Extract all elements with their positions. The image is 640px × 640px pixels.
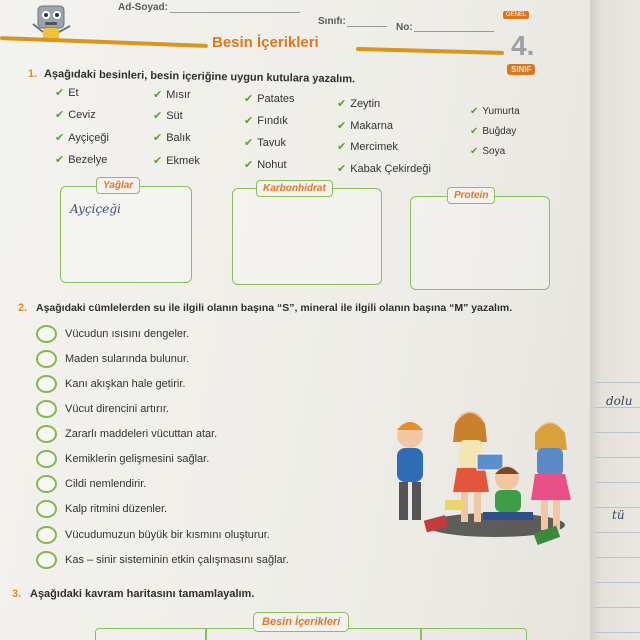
answer-circle[interactable] (36, 500, 57, 518)
sentence-row: Zararlı maddeleri vücuttan atar. (36, 425, 217, 443)
badge-sinif: SINIF (507, 64, 535, 75)
concept-map-title: Besin İçerikleri (253, 612, 349, 632)
class-label: Sınıfı: (318, 16, 346, 27)
check-icon: ✔ (153, 132, 163, 144)
class-line[interactable] (347, 26, 387, 27)
underlying-notebook-page (585, 0, 640, 640)
q3-number: 3. (12, 588, 22, 600)
q3-text: Aşağıdaki kavram haritasını tamamlayalım. (30, 588, 255, 600)
sentence-row: Vücudumuzun büyük bir kısmını oluşturur. (36, 526, 270, 544)
check-icon: ✔ (470, 126, 479, 137)
answer-circle[interactable] (36, 375, 57, 393)
sentence-row: Kalp ritmini düzenler. (36, 500, 167, 518)
handwriting-note-2: tü (612, 508, 625, 522)
box-title-protein: Protein (447, 187, 495, 204)
food-item: ✔ Nohut (244, 159, 287, 171)
food-item: ✔ Buğday (470, 126, 517, 137)
badge-top-label: GENEL (503, 11, 529, 19)
box-title-fats: Yağlar (96, 177, 140, 194)
title-rule-right (356, 47, 504, 55)
check-icon: ✔ (244, 137, 254, 149)
check-icon: ✔ (153, 110, 163, 122)
check-icon: ✔ (470, 106, 479, 117)
page-title: Besin İçerikleri (212, 34, 319, 51)
sentence-row: Kemiklerin gelişmesini sağlar. (36, 450, 209, 468)
food-item: ✔ Ceviz (55, 109, 96, 121)
check-icon: ✔ (153, 89, 163, 101)
q1-number: 1. (28, 68, 38, 80)
handwriting-note-1: dolu (606, 394, 633, 408)
answer-box-fats[interactable] (60, 186, 192, 283)
sentence-row: Kanı akışkan hale getirir. (36, 375, 185, 393)
check-icon: ✔ (55, 132, 65, 144)
food-item: ✔ Soya (470, 146, 506, 157)
check-icon: ✔ (470, 146, 479, 157)
food-item: ✔ Bezelye (55, 154, 108, 166)
grade-badge (505, 12, 551, 74)
q2-text: Aşağıdaki cümlelerden su ile ilgili olanın başına “S”, mineral ile ilgili olanın başına “M” yazalım. (36, 302, 513, 314)
check-icon: ✔ (55, 109, 65, 121)
children-reading-illustration (385, 400, 585, 550)
badge-number: 4. (511, 30, 535, 61)
food-item: ✔ Zeytin (337, 98, 381, 110)
concept-map-divider (420, 628, 422, 640)
food-item: ✔ Fındık (244, 115, 288, 127)
check-icon: ✔ (55, 87, 65, 99)
answer-circle[interactable] (36, 425, 57, 443)
sentence-row: Vücut direncini artırır. (36, 400, 169, 418)
no-label: No: (396, 22, 413, 33)
answer-circle[interactable] (36, 475, 57, 493)
food-item: ✔ Kabak Çekirdeği (337, 163, 431, 175)
answer-box-carbs[interactable] (232, 188, 382, 285)
check-icon: ✔ (153, 155, 163, 167)
answer-box-protein[interactable] (410, 196, 550, 290)
answer-circle[interactable] (36, 350, 57, 368)
food-item: ✔ Mısır (153, 89, 191, 101)
concept-map-divider (205, 628, 207, 640)
food-item: ✔ Makarna (337, 120, 394, 132)
name-label: Ad-Soyad: (118, 2, 168, 13)
q1-text: Aşağıdaki besinleri, besin içeriğine uygun kutulara yazalım. (43, 68, 356, 86)
food-item: ✔ Ekmek (153, 155, 200, 167)
check-icon: ✔ (244, 159, 254, 171)
food-item: ✔ Balık (153, 132, 191, 144)
name-line[interactable] (170, 12, 300, 13)
sentence-row: Maden sularında bulunur. (36, 350, 189, 368)
answer-circle[interactable] (36, 526, 57, 544)
check-icon: ✔ (337, 120, 347, 132)
food-item: ✔ Yumurta (470, 106, 520, 117)
sentence-row: Kas – sinir sisteminin etkin çalışmasını sağlar. (36, 551, 289, 569)
sentence-row: Vücudun ısısını dengeler. (36, 325, 189, 343)
sentence-row: Cildi nemlendirir. (36, 475, 146, 493)
food-item: ✔ Mercimek (337, 141, 398, 153)
q2-number: 2. (18, 302, 28, 314)
box-answer-fats: Ayçiçeği (70, 202, 121, 216)
answer-circle[interactable] (36, 450, 57, 468)
food-item: ✔ Ayçiçeği (55, 132, 109, 144)
no-line[interactable] (414, 31, 494, 32)
box-title-carbs: Karbonhidrat (256, 180, 333, 197)
food-item: ✔ Süt (153, 110, 183, 122)
food-item: ✔ Patates (244, 93, 295, 105)
answer-circle[interactable] (36, 325, 57, 343)
check-icon: ✔ (244, 93, 254, 105)
answer-circle[interactable] (36, 551, 57, 569)
check-icon: ✔ (337, 141, 347, 153)
check-icon: ✔ (244, 115, 254, 127)
check-icon: ✔ (337, 163, 347, 175)
answer-circle[interactable] (36, 400, 57, 418)
check-icon: ✔ (337, 98, 347, 110)
food-item: ✔ Et (55, 87, 79, 99)
check-icon: ✔ (55, 154, 65, 166)
food-item: ✔ Tavuk (244, 137, 286, 149)
